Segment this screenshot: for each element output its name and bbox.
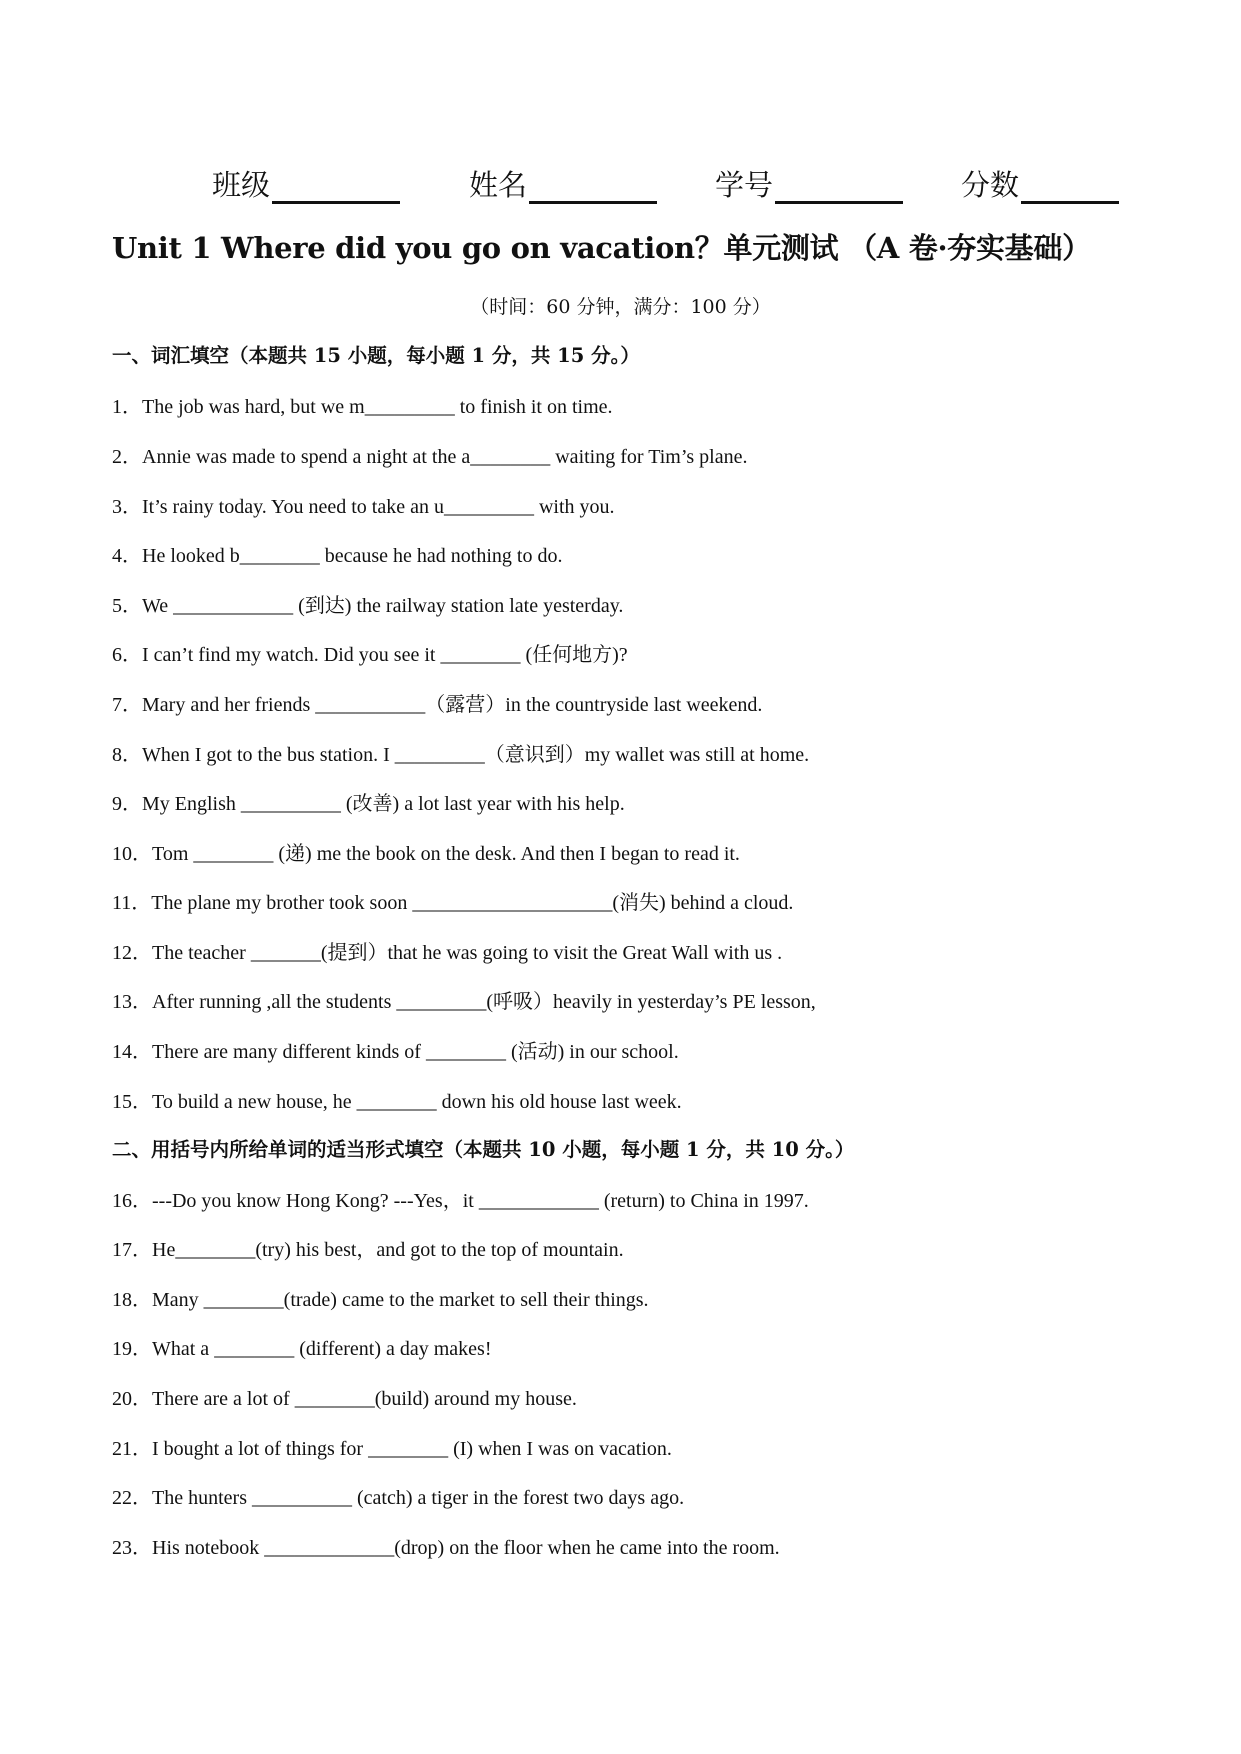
question-item: 11．The plane my brother took soon ____________________(消失) behind a cloud.	[112, 892, 794, 914]
question-item: 1．The job was hard, but we m_________ to finish it on time.	[112, 396, 613, 418]
question-item: 8．When I got to the bus station. I _________（意识到）my wallet was still at home.	[112, 744, 810, 766]
time-and-score-note: （时间：60 分钟，满分：100 分）	[470, 296, 771, 318]
question-text: There are many different kinds of ________ (活动) in our school.	[152, 1041, 679, 1063]
student-id-field	[715, 163, 961, 204]
name-blank[interactable]	[529, 171, 657, 204]
student-info-row	[212, 163, 1132, 204]
section-heading-word-forms: 二、用括号内所给单词的适当形式填空（本题共 10 小题，每小题 1 分，共 10 分。）	[112, 1138, 855, 1161]
question-item: 9．My English __________ (改善) a lot last year with his help.	[112, 793, 625, 815]
question-item: 17．He________(try) his best，and got to the top of mountain.	[112, 1239, 624, 1261]
score-label: 分数	[961, 168, 1020, 202]
question-item: 4．He looked b________ because he had nothing to do.	[112, 545, 563, 567]
question-item: 16．---Do you know Hong Kong? ---Yes，it ____________ (return) to China in 1997.	[112, 1190, 809, 1212]
page-title: Unit 1 Where did you go on vacation？单元测试 （A 卷·夯实基础）	[112, 231, 1091, 265]
question-text: The plane my brother took soon ____________________(消失) behind a cloud.	[151, 892, 794, 914]
student-id-label: 学号	[715, 168, 774, 202]
name-label: 姓名	[469, 168, 528, 202]
name-field	[469, 163, 715, 204]
question-item: 13．After running ,all the students _________(呼吸）heavily in yesterday’s PE lesson,	[112, 991, 816, 1013]
question-text: Annie was made to spend a night at the a________ waiting for Tim’s plane.	[142, 446, 748, 468]
question-item: 19．What a ________ (different) a day makes!	[112, 1338, 492, 1360]
question-text: The hunters __________ (catch) a tiger in the forest two days ago.	[152, 1487, 685, 1509]
question-text: It’s rainy today. You need to take an u_________ with you.	[142, 496, 615, 518]
question-text: ---Do you know Hong Kong? ---Yes，it ____________ (return) to China in 1997.	[152, 1190, 809, 1212]
question-text: I bought a lot of things for ________ (I) when I was on vacation.	[152, 1438, 672, 1460]
question-text: Many ________(trade) came to the market to sell their things.	[152, 1289, 649, 1311]
question-text: Mary and her friends ___________（露营）in the countryside last weekend.	[142, 694, 763, 716]
question-item: 15．To build a new house, he ________ down his old house last week.	[112, 1091, 682, 1113]
question-item: 21．I bought a lot of things for ________ (I) when I was on vacation.	[112, 1438, 672, 1460]
question-item: 23．His notebook _____________(drop) on the floor when he came into the room.	[112, 1537, 780, 1559]
class-label: 班级	[212, 168, 271, 202]
class-blank[interactable]	[272, 171, 400, 204]
question-item: 3．It’s rainy today. You need to take an u_________ with you.	[112, 496, 615, 518]
question-text: When I got to the bus station. I _________（意识到）my wallet was still at home.	[142, 744, 810, 766]
question-text: There are a lot of ________(build) around my house.	[152, 1388, 577, 1410]
question-text: The teacher _______(提到）that he was going to visit the Great Wall with us .	[152, 942, 783, 964]
question-item: 5．We ____________ (到达) the railway station late yesterday.	[112, 595, 624, 617]
question-text: He________(try) his best，and got to the top of mountain.	[152, 1239, 624, 1261]
question-item: 22．The hunters __________ (catch) a tiger in the forest two days ago.	[112, 1487, 685, 1509]
question-text: Tom ________ (递) me the book on the desk. And then I began to read it.	[152, 843, 740, 865]
score-blank[interactable]	[1021, 171, 1119, 204]
question-item: 18．Many ________(trade) came to the market to sell their things.	[112, 1289, 649, 1311]
question-text: His notebook _____________(drop) on the floor when he came into the room.	[152, 1537, 780, 1559]
question-text: My English __________ (改善) a lot last year with his help.	[142, 793, 625, 815]
question-text: What a ________ (different) a day makes!	[152, 1338, 492, 1360]
class-field	[212, 163, 469, 204]
question-item: 12．The teacher _______(提到）that he was going to visit the Great Wall with us .	[112, 942, 783, 964]
section-heading-vocabulary: 一、词汇填空（本题共 15 小题，每小题 1 分，共 15 分。）	[112, 344, 640, 367]
student-id-blank[interactable]	[775, 171, 903, 204]
question-text: After running ,all the students _________(呼吸）heavily in yesterday’s PE lesson,	[152, 991, 816, 1013]
question-text: The job was hard, but we m_________ to finish it on time.	[142, 396, 613, 418]
question-text: To build a new house, he ________ down his old house last week.	[152, 1091, 682, 1113]
question-item: 2．Annie was made to spend a night at the a________ waiting for Tim’s plane.	[112, 446, 748, 468]
question-item: 7．Mary and her friends ___________（露营）in the countryside last weekend.	[112, 694, 763, 716]
question-text: I can’t find my watch. Did you see it ________ (任何地方)?	[142, 644, 628, 666]
question-text: He looked b________ because he had nothing to do.	[142, 545, 563, 567]
question-item: 14．There are many different kinds of ________ (活动) in our school.	[112, 1041, 679, 1063]
question-item: 6．I can’t find my watch. Did you see it ________ (任何地方)?	[112, 644, 628, 666]
question-item: 20．There are a lot of ________(build) around my house.	[112, 1388, 577, 1410]
question-item: 10．Tom ________ (递) me the book on the desk. And then I began to read it.	[112, 843, 740, 865]
question-text: We ____________ (到达) the railway station late yesterday.	[142, 595, 624, 617]
score-field	[961, 163, 1119, 204]
